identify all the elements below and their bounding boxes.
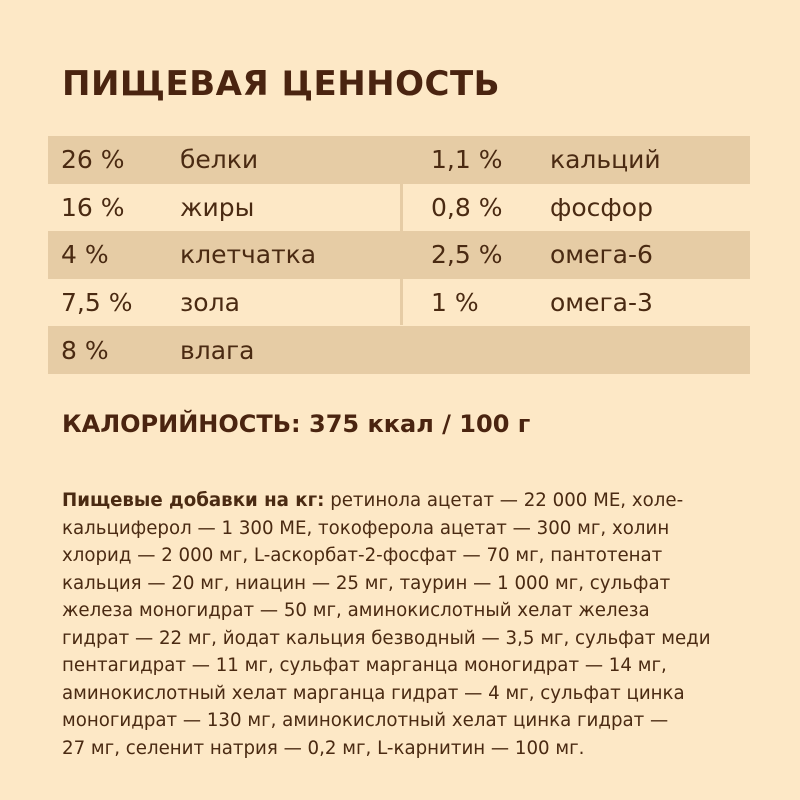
calories-value: 375 ккал / 100 г	[309, 410, 531, 438]
nutrient-name: фосфор	[550, 192, 653, 222]
nutrient-percent: 8 %	[61, 335, 109, 365]
page-title: ПИЩЕВАЯ ЦЕННОСТЬ	[62, 64, 501, 104]
additives-text: ретинола ацетат — 22 000 МЕ, холе-	[324, 490, 684, 511]
table-row	[48, 326, 750, 374]
additives-line	[62, 487, 752, 515]
additives-line: хлорид — 2 000 мг, L-аскорбат-2-фосфат — 70 мг, пантотенат	[62, 545, 663, 566]
nutrient-name: жиры	[180, 192, 255, 222]
nutrient-percent: 1 %	[431, 288, 479, 318]
nutrient-percent: 16 %	[61, 192, 125, 222]
additives-line: кальциферол — 1 300 МЕ, токоферола ацетат — 300 мг, холин	[62, 517, 670, 539]
table-row	[48, 231, 750, 279]
nutrient-name: омега-6	[550, 240, 653, 270]
nutrient-percent: 2,5 %	[431, 240, 503, 270]
table-row	[48, 136, 750, 184]
nutrient-name: белки	[180, 145, 259, 175]
additives-line: кальция — 20 мг, ниацин — 25 мг, таурин — 1 000 мг, сульфат	[62, 572, 671, 594]
additives-line: пентагидрат — 11 мг, сульфат марганца моногидрат — 14 мг,	[62, 655, 667, 676]
additives-paragraph	[62, 487, 752, 762]
calories-label: КАЛОРИЙНОСТЬ:	[62, 410, 301, 438]
calories-line	[62, 410, 530, 438]
nutrient-percent: 26 %	[61, 145, 125, 175]
nutrient-name: омега-3	[550, 288, 653, 318]
additives-line: железа моногидрат — 50 мг, аминокислотный хелат железа	[62, 600, 650, 621]
additives-line: моногидрат — 130 мг, аминокислотный хелат цинка гидрат —	[62, 710, 669, 731]
nutrient-name: зола	[180, 288, 240, 318]
nutrient-name: кальций	[550, 145, 661, 175]
table-row	[48, 279, 750, 327]
additives-line: аминокислотный хелат марганца гидрат — 4 мг, сульфат цинка	[62, 682, 685, 704]
additives-line: гидрат — 22 мг, йодат кальция безводный — 3,5 мг, сульфат меди	[62, 627, 711, 649]
nutrient-name: влага	[180, 335, 255, 365]
nutrient-percent: 7,5 %	[61, 288, 133, 318]
nutrient-percent: 1,1 %	[431, 145, 503, 175]
table-row	[48, 184, 750, 232]
additives-line: 27 мг, селенит натрия — 0,2 мг, L-карнитин — 100 мг.	[62, 737, 585, 759]
additives-label: Пищевые добавки на кг:	[62, 490, 325, 511]
nutrient-percent: 0,8 %	[431, 192, 503, 222]
nutrient-percent: 4 %	[61, 240, 109, 270]
nutrient-name: клетчатка	[180, 240, 317, 270]
nutrition-table	[48, 136, 750, 374]
